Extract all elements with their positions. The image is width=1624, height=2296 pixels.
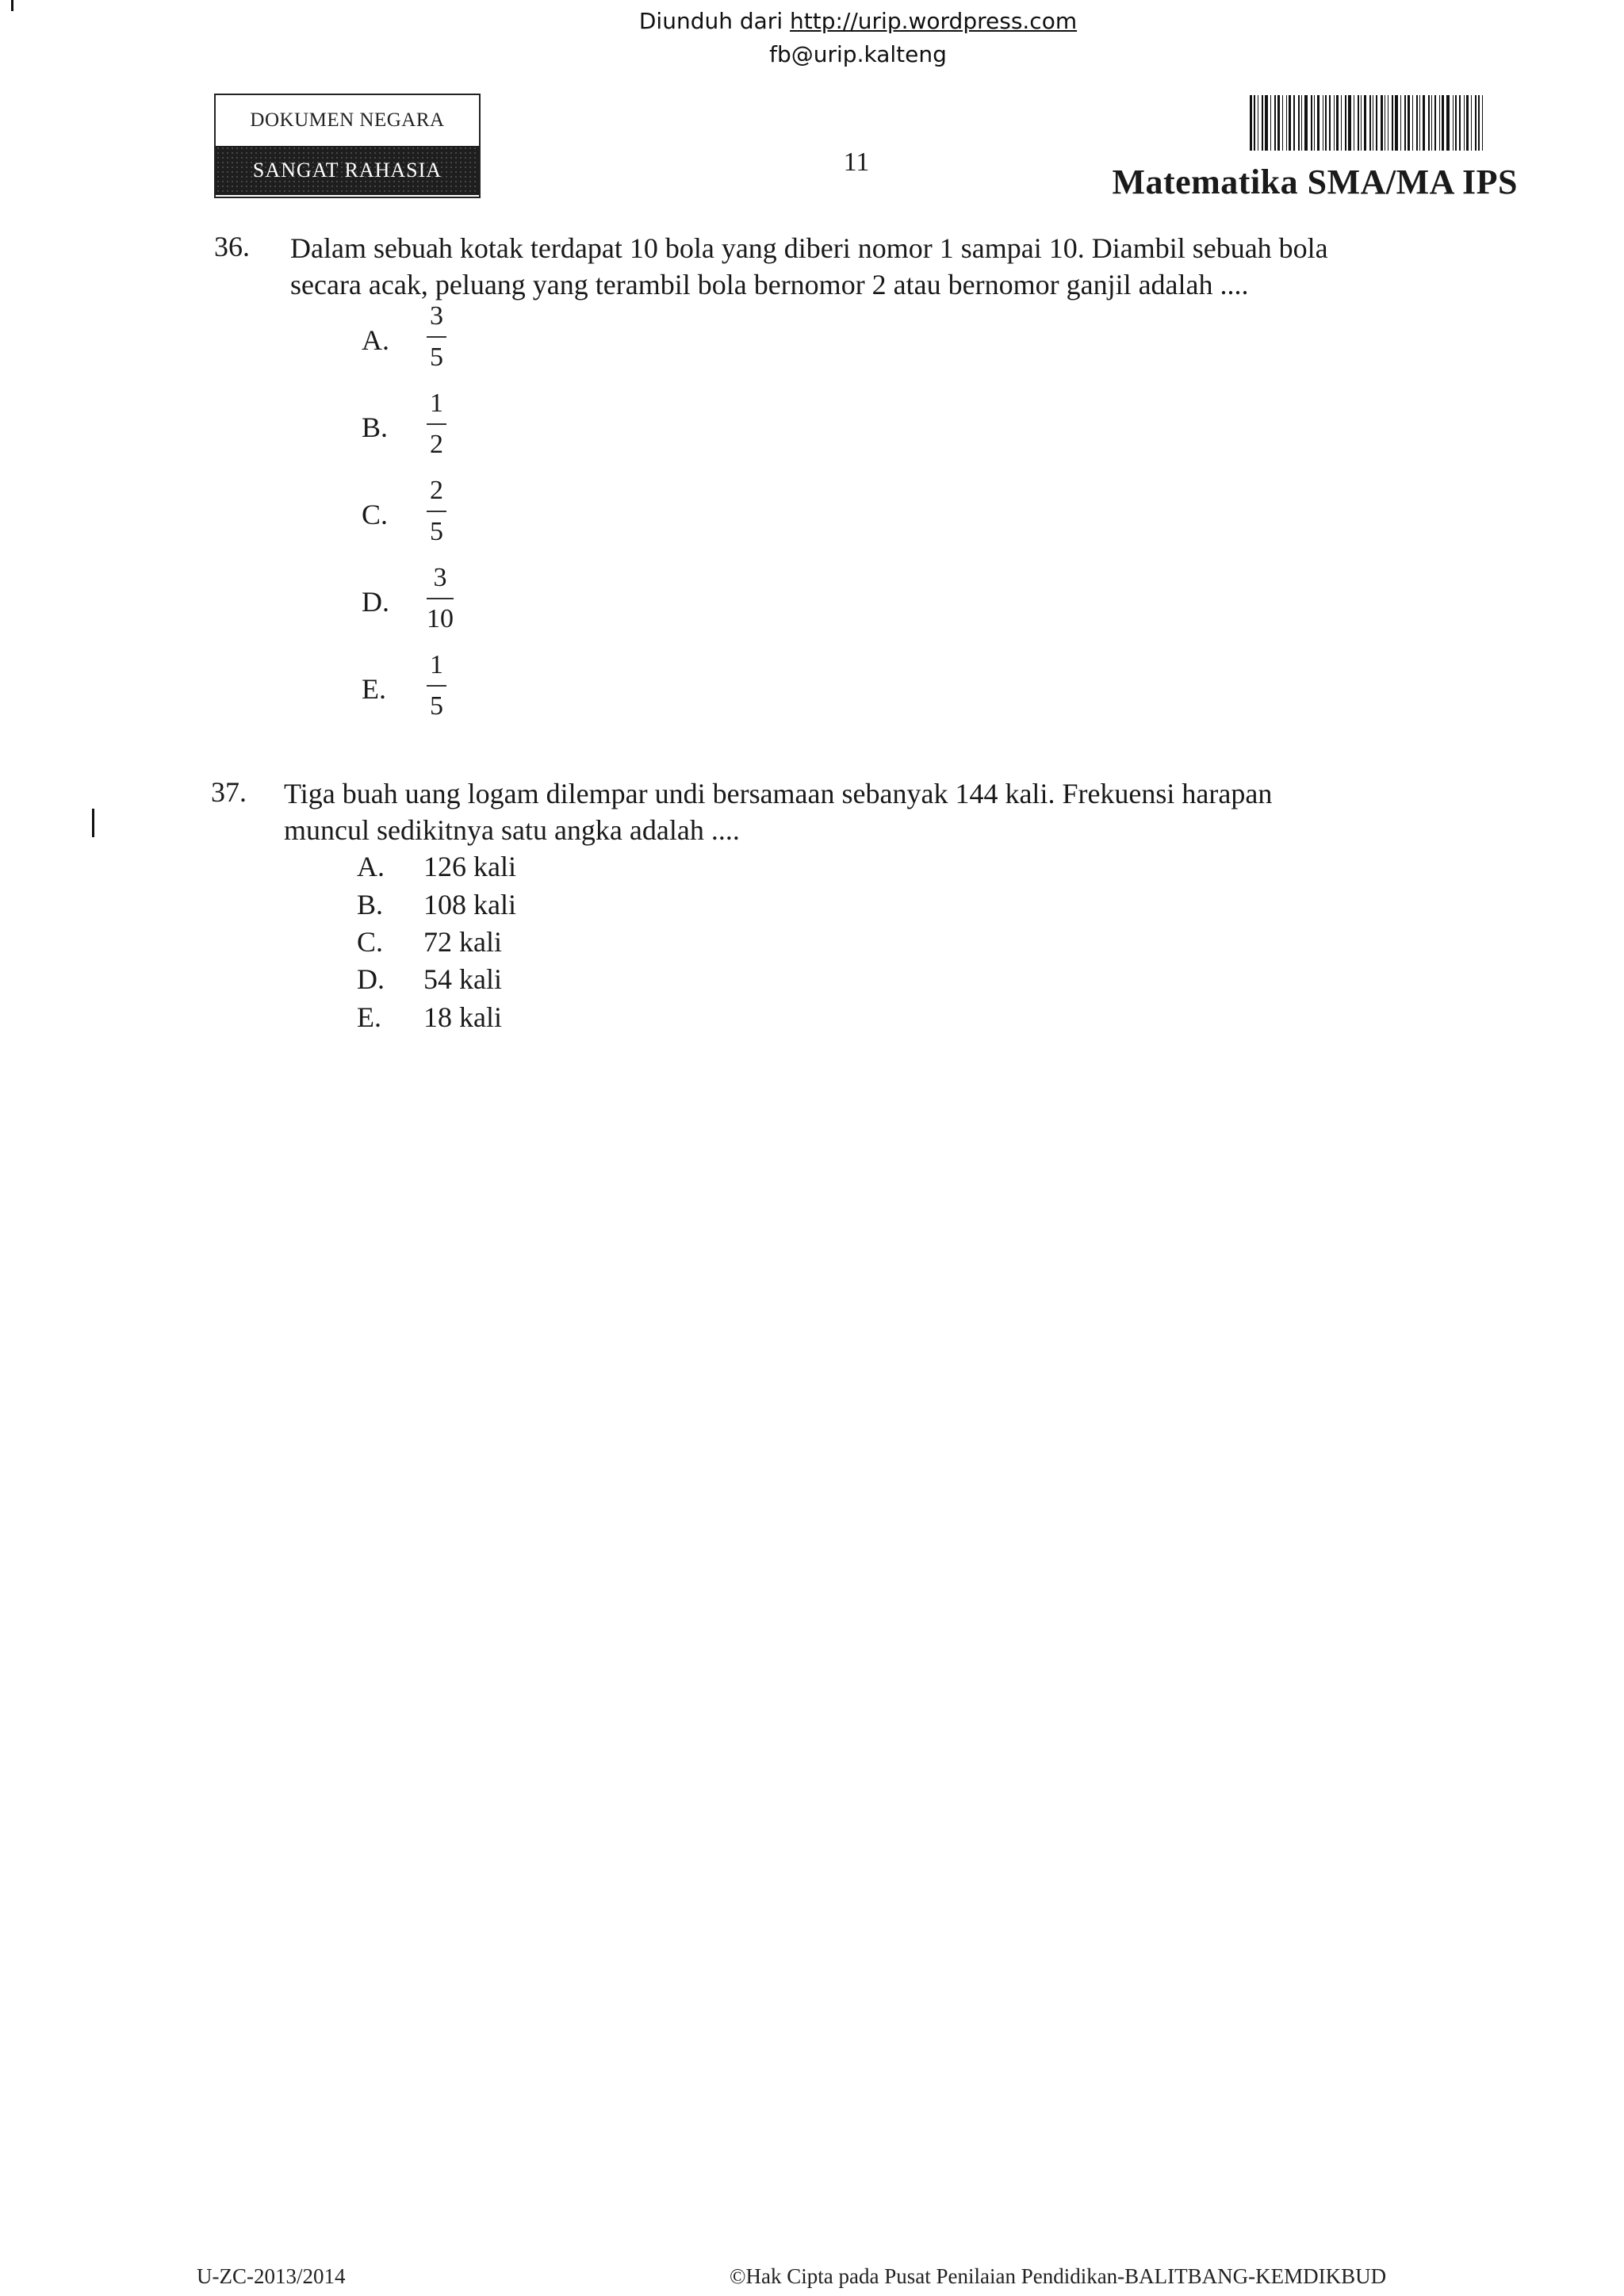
barcode-bar (1289, 95, 1291, 151)
document-stamp (214, 94, 481, 198)
barcode-bar (1416, 95, 1418, 151)
exam-code: U-ZC-2013/2014 (197, 2264, 346, 2288)
barcode-bar (1419, 95, 1420, 151)
barcode-bar (1428, 95, 1430, 151)
question-text (290, 230, 1519, 303)
barcode-bar (1361, 95, 1362, 151)
option-letter: C. (362, 499, 389, 530)
option-text: 126 kali (423, 851, 516, 882)
barcode-bar (1336, 95, 1339, 151)
barcode-bar (1434, 95, 1436, 151)
question-text-line: Tiga buah uang logam dilempar undi bersamaan sebanyak 144 kali. Frekuensi harapan (284, 778, 1273, 809)
barcode-bar (1400, 95, 1401, 151)
option-text: 108 kali (423, 889, 516, 920)
barcode-bar (1395, 95, 1398, 151)
question-text-line: muncul sedikitnya satu angka adalah .... (284, 814, 740, 846)
option-letter: D. (362, 586, 389, 618)
barcode-bar (1301, 95, 1302, 151)
barcode-bar (1250, 95, 1252, 151)
barcode-bar (1439, 95, 1440, 151)
barcode-bar (1471, 95, 1472, 151)
barcode-bar (1358, 95, 1359, 151)
option-letter: A. (362, 324, 389, 356)
fraction-numerator: 3 (427, 563, 454, 599)
copyright-notice: ©Hak Cipta pada Pusat Penilaian Pendidikan-BALITBANG-KEMDIKBUD (730, 2264, 1387, 2288)
barcode-bar (1459, 95, 1461, 151)
download-prefix: Diunduh dari (638, 8, 783, 34)
barcode-bar (1376, 95, 1377, 151)
barcode-bar (1325, 95, 1327, 151)
fraction-numerator: 1 (427, 388, 446, 425)
barcode-bar (1412, 95, 1413, 151)
barcode-bar (1262, 95, 1263, 151)
barcode-bar (1455, 95, 1457, 151)
fraction-answer (427, 388, 446, 460)
fraction-numerator: 1 (427, 650, 446, 687)
barcode-bar (1475, 95, 1477, 151)
option-letter: C. (357, 926, 384, 958)
subject-title: Matematika SMA/MA IPS (1112, 163, 1518, 201)
barcode-bar (1293, 95, 1295, 151)
option-letter: D. (357, 963, 385, 995)
option-letter: A. (357, 851, 385, 882)
option-text: 18 kali (423, 1001, 502, 1033)
fraction-numerator: 3 (427, 301, 446, 338)
barcode-bar (1317, 95, 1320, 151)
barcode-bar (1334, 95, 1335, 151)
barcode-bar (1408, 95, 1410, 151)
question-text-line: secara acak, peluang yang terambil bola bernomor 2 atau bernomor ganjil adalah .... (290, 269, 1249, 300)
option-text: 72 kali (423, 926, 502, 958)
fraction-denominator: 2 (430, 430, 443, 459)
barcode-bar (1345, 95, 1346, 151)
barcode-bar (1274, 95, 1276, 151)
barcode-bar (1282, 95, 1283, 151)
page-number: 11 (843, 147, 870, 177)
fraction-numerator: 2 (427, 476, 446, 512)
barcode-bar (1314, 95, 1315, 151)
barcode-bar (1348, 95, 1351, 151)
fraction-answer (427, 301, 446, 373)
barcode-bar (1364, 95, 1366, 151)
scan-mark (92, 809, 94, 837)
barcode-bar (1423, 95, 1425, 151)
fraction-answer (427, 563, 454, 634)
barcode-bar (1286, 95, 1287, 151)
barcode-bar (1446, 95, 1450, 151)
fraction-denominator: 5 (430, 691, 443, 721)
fraction-denominator: 5 (430, 517, 443, 546)
question-text (284, 775, 1521, 848)
option-text: 54 kali (423, 963, 502, 995)
barcode-bar (1466, 95, 1469, 151)
barcode-bar (1298, 95, 1300, 151)
fraction-answer (427, 650, 446, 721)
barcode-bar (1381, 95, 1383, 151)
option-letter: E. (357, 1001, 381, 1033)
barcode-bar (1265, 95, 1268, 151)
question-number: 37. (211, 776, 247, 808)
barcode-bar (1304, 95, 1308, 151)
option-letter: B. (357, 889, 384, 920)
barcode-bar (1431, 95, 1432, 151)
barcode-bar (1442, 95, 1444, 151)
barcode-bar (1277, 95, 1280, 151)
option-letter: E. (362, 673, 386, 705)
barcode-bar (1453, 95, 1454, 151)
stamp-secret-label: SANGAT RAHASIA (216, 146, 479, 195)
question-number: 36. (214, 231, 250, 262)
fraction-denominator: 5 (430, 342, 443, 372)
barcode-bar (1329, 95, 1331, 151)
barcode-icon (1250, 95, 1519, 151)
barcode-bar (1464, 95, 1465, 151)
barcode-bar (1404, 95, 1406, 151)
barcode-bar (1341, 95, 1342, 151)
barcode-bar (1392, 95, 1393, 151)
download-link[interactable]: http://urip.wordpress.com (790, 8, 1078, 34)
barcode-bar (1270, 95, 1271, 151)
barcode-bar (1311, 95, 1312, 151)
barcode-bar (1478, 95, 1480, 151)
barcode-bar (1369, 95, 1371, 151)
facebook-line: fb@urip.kalteng (769, 41, 947, 67)
fraction-denominator: 10 (427, 604, 454, 633)
download-source-line (0, 8, 1624, 34)
option-letter: B. (362, 411, 389, 443)
fraction-answer (427, 476, 446, 547)
question-text-line: Dalam sebuah kotak terdapat 10 bola yang diberi nomor 1 sampai 10. Diambil sebuah bola (290, 232, 1328, 264)
stamp-document-label: DOKUMEN NEGARA (250, 109, 445, 131)
barcode-bar (1254, 95, 1255, 151)
barcode-bar (1482, 95, 1483, 151)
